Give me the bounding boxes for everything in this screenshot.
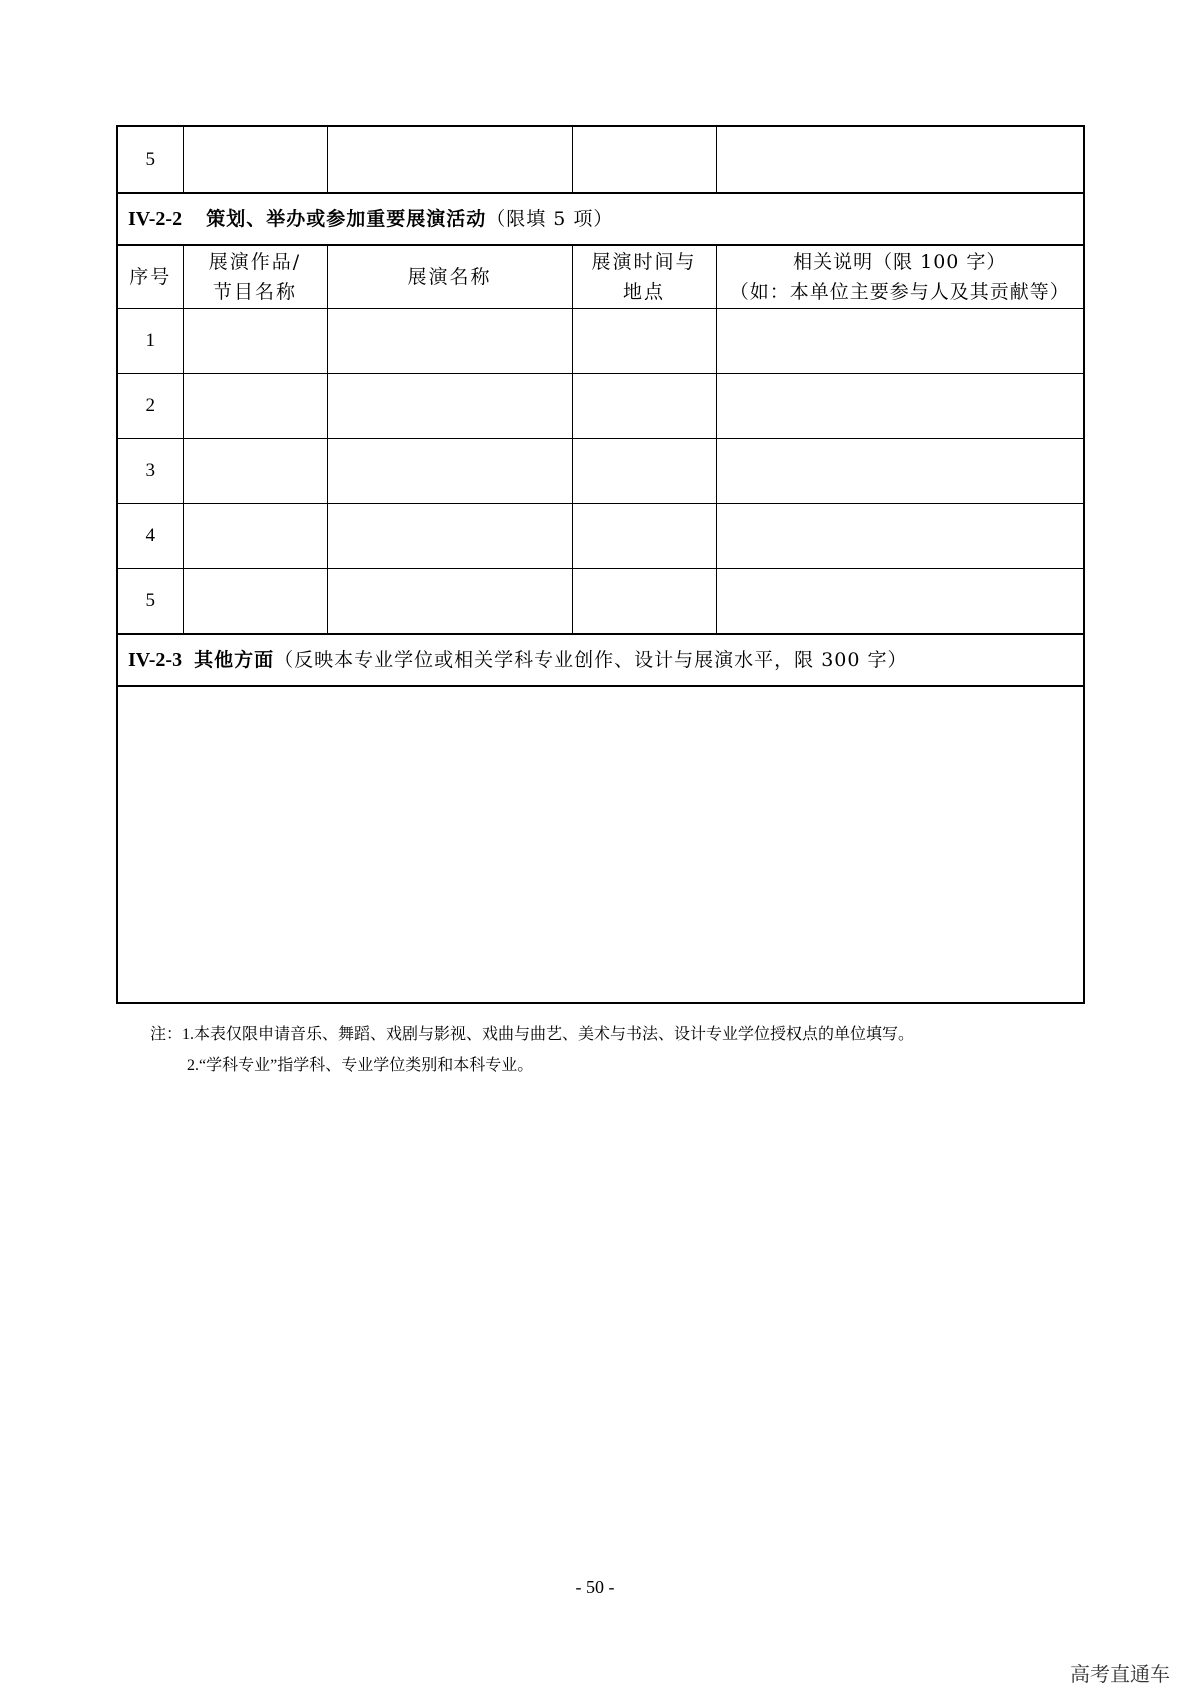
empty-cell[interactable]: [327, 374, 572, 439]
row-index: 5: [117, 126, 183, 193]
watermark-text: 高考直通车: [1070, 1662, 1170, 1686]
section-title: 策划、举办或参加重要展演活动: [206, 208, 487, 230]
empty-cell[interactable]: [183, 126, 327, 193]
section-code: IV-2-2: [128, 208, 183, 230]
row-index: 4: [117, 504, 183, 569]
table-row: [117, 374, 1084, 439]
header-description: [716, 245, 1084, 309]
empty-cell[interactable]: [572, 126, 716, 193]
row-index: 2: [117, 374, 183, 439]
empty-cell[interactable]: [183, 569, 327, 635]
table-row: [117, 309, 1084, 374]
empty-cell[interactable]: [572, 374, 716, 439]
empty-cell[interactable]: [572, 309, 716, 374]
activities-form-table: [116, 125, 1085, 1004]
section-code: IV-2-3: [128, 649, 183, 671]
header-index: 序号: [117, 245, 183, 309]
empty-cell[interactable]: [716, 374, 1084, 439]
row-index: 5: [117, 569, 183, 635]
other-aspects-text-area[interactable]: [117, 686, 1084, 1003]
header-time-place-line1: 展演时间与: [591, 251, 697, 273]
footnote-1: 注：1.本表仅限申请音乐、舞蹈、戏剧与影视、戏曲与曲艺、美术与书法、设计专业学位授权点的单位填写。: [150, 1026, 915, 1043]
section-title: 其他方面: [194, 649, 275, 671]
empty-cell[interactable]: [716, 439, 1084, 504]
section-note: （反映本专业学位或相关学科专业创作、设计与展演水平，限 300 字）: [274, 649, 908, 671]
empty-cell[interactable]: [327, 504, 572, 569]
header-time-place: [572, 245, 716, 309]
empty-cell[interactable]: [183, 504, 327, 569]
header-description-line1: 相关说明（限 100 字）: [793, 251, 1007, 273]
footnotes: [150, 1019, 914, 1081]
empty-cell[interactable]: [716, 309, 1084, 374]
table-row: [117, 504, 1084, 569]
header-work-name-line1: 展演作品/: [208, 251, 302, 273]
empty-cell[interactable]: [572, 569, 716, 635]
empty-cell[interactable]: [572, 504, 716, 569]
page-number: - 50 -: [575, 1577, 615, 1597]
footnote-2: 2.“学科专业”指学科、专业学位类别和本科专业。: [187, 1057, 534, 1074]
empty-cell[interactable]: [183, 309, 327, 374]
empty-cell[interactable]: [716, 569, 1084, 635]
table-row: [117, 569, 1084, 635]
header-description-line2: （如：本单位主要参与人及其贡献等）: [729, 281, 1070, 303]
section-header-2-2: [117, 193, 1084, 245]
other-aspects-text-area-row: [117, 686, 1084, 1003]
row-index: 3: [117, 439, 183, 504]
empty-cell[interactable]: [327, 309, 572, 374]
empty-cell[interactable]: [716, 126, 1084, 193]
empty-cell[interactable]: [572, 439, 716, 504]
header-work-name: [183, 245, 327, 309]
section-note: （限填 5 项）: [486, 208, 614, 230]
empty-cell[interactable]: [327, 569, 572, 635]
empty-cell[interactable]: [327, 439, 572, 504]
table-row: [117, 439, 1084, 504]
header-event-name: 展演名称: [327, 245, 572, 309]
previous-section-last-row: [117, 126, 1084, 193]
header-time-place-line2: 地点: [622, 281, 665, 303]
header-work-name-line2: 节目名称: [212, 281, 297, 303]
empty-cell[interactable]: [716, 504, 1084, 569]
section-header-2-3: [117, 634, 1084, 686]
column-header-row: [117, 245, 1084, 309]
empty-cell[interactable]: [183, 439, 327, 504]
empty-cell[interactable]: [183, 374, 327, 439]
empty-cell[interactable]: [327, 126, 572, 193]
row-index: 1: [117, 309, 183, 374]
